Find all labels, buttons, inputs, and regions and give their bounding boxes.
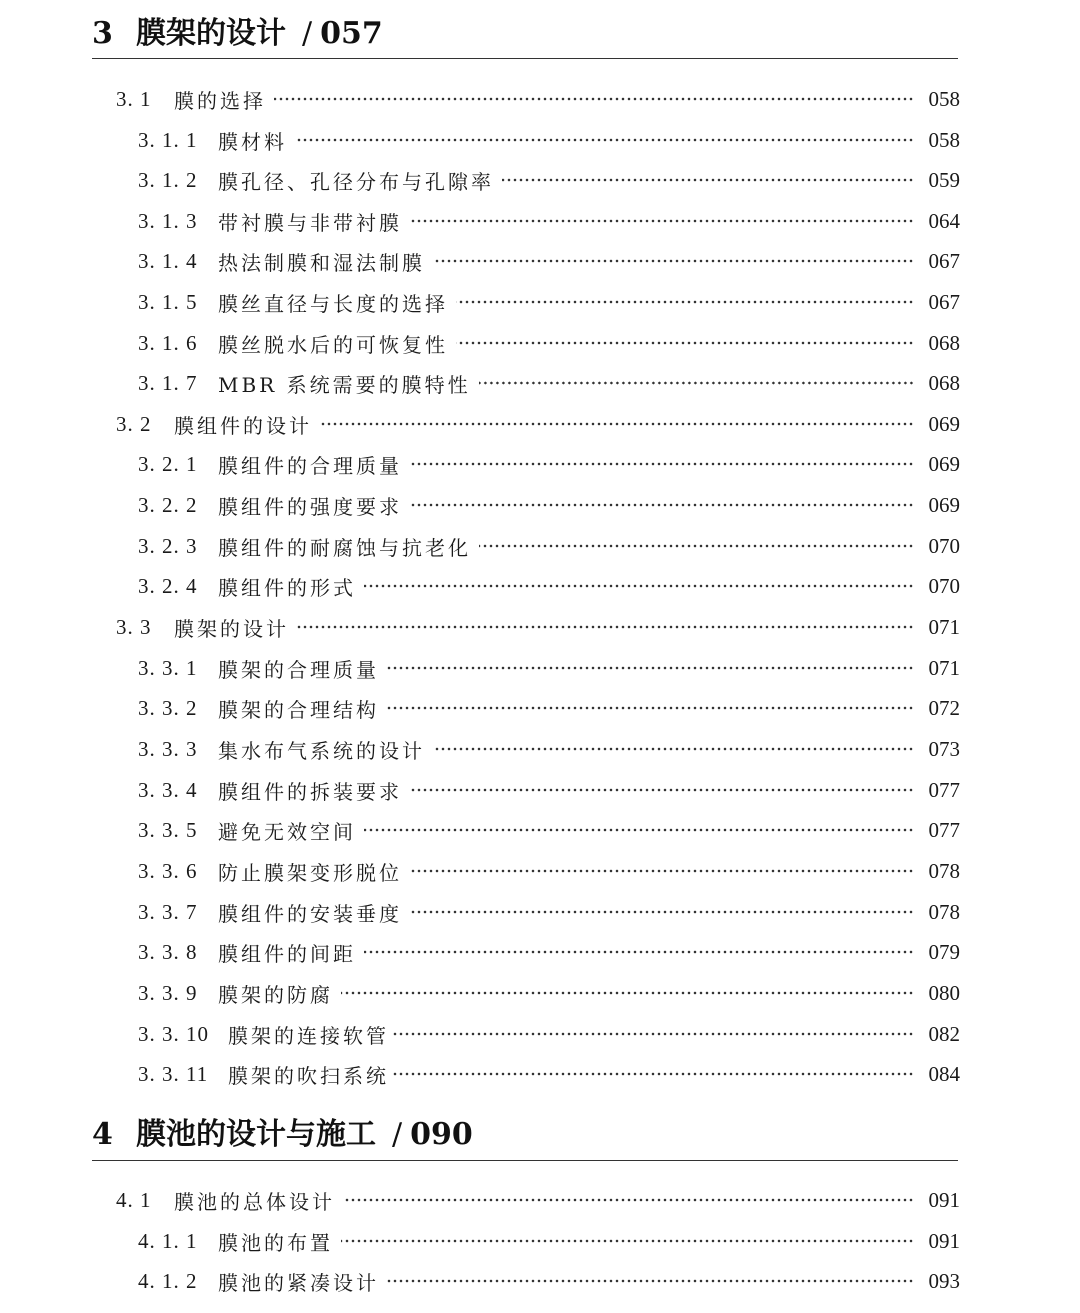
subsection-title: 膜池的紧凑设计 (218, 1270, 379, 1295)
toc-subsection[interactable] (138, 815, 960, 845)
dot-leader (320, 422, 914, 426)
section-number: 3. 2 (116, 411, 152, 436)
page-number: 082 (928, 1021, 960, 1046)
dot-leader (410, 219, 914, 223)
chapter-heading (92, 16, 383, 52)
dot-leader (502, 178, 914, 182)
subsection-title: 膜组件的形式 (218, 575, 356, 600)
dot-leader (364, 828, 914, 832)
chapter-rule (92, 58, 958, 59)
toc-subsection[interactable] (138, 653, 960, 683)
subsection-number: 3. 1. 5 (138, 289, 198, 314)
page-number: 070 (928, 533, 960, 558)
page-number: 058 (928, 127, 960, 152)
chapter-rule (92, 1160, 958, 1161)
subsection-number: 4. 1. 1 (138, 1228, 198, 1253)
subsection-number: 3. 3. 1 (138, 655, 198, 680)
dot-leader (433, 259, 914, 263)
dot-leader (364, 950, 914, 954)
subsection-title: 膜架的合理质量 (218, 657, 379, 682)
page-number: 068 (928, 330, 960, 355)
dot-leader (410, 788, 914, 792)
page-number: 077 (928, 777, 960, 802)
subsection-title: 膜孔径、孔径分布与孔隙率 (218, 169, 494, 194)
subsection-title: 集水布气系统的设计 (218, 738, 425, 763)
page-number: 080 (928, 980, 960, 1005)
subsection-number: 3. 3. 8 (138, 939, 198, 964)
page-number: 067 (928, 248, 960, 273)
subsection-title: 避免无效空间 (218, 819, 356, 844)
dot-leader (391, 1032, 914, 1036)
subsection-title: 膜架的防腐 (218, 982, 333, 1007)
subsection-title: 膜组件的拆装要求 (218, 779, 402, 804)
subsection-number: 3. 1. 4 (138, 248, 198, 273)
chapter-title: 膜池的设计与施工 (136, 1117, 376, 1152)
subsection-title: 膜组件的耐腐蚀与抗老化 (218, 535, 471, 560)
toc-subsection[interactable] (138, 206, 960, 236)
section-title: 膜架的设计 (174, 616, 289, 641)
dot-leader (410, 462, 914, 466)
subsection-title: 膜组件的安装垂度 (218, 901, 402, 926)
subsection-number: 3. 1. 1 (138, 127, 198, 152)
subsection-title: 防止膜架变形脱位 (218, 860, 402, 885)
section-title: 膜组件的设计 (174, 413, 312, 438)
dot-leader (479, 381, 914, 385)
page-number: 091 (928, 1187, 960, 1212)
subsection-number: 3. 3. 5 (138, 817, 198, 842)
page-number: 069 (928, 411, 960, 436)
page-number: 071 (928, 655, 960, 680)
dot-leader (456, 300, 914, 304)
subsection-title: 膜架的连接软管 (228, 1023, 389, 1048)
subsection-number: 3. 3. 4 (138, 777, 198, 802)
dot-leader (387, 666, 914, 670)
toc-subsection[interactable] (138, 856, 960, 886)
toc-section[interactable] (116, 1185, 960, 1215)
subsection-number: 3. 2. 3 (138, 533, 198, 558)
subsection-title: 膜池的布置 (218, 1230, 333, 1255)
subsection-number: 3. 1. 6 (138, 330, 198, 355)
page-number: 093 (928, 1268, 960, 1293)
toc-subsection[interactable] (138, 978, 960, 1008)
toc-subsection[interactable] (138, 165, 960, 195)
page-number: 077 (928, 817, 960, 842)
section-title: 膜池的总体设计 (174, 1189, 335, 1214)
dot-leader (387, 706, 914, 710)
subsection-number: 3. 3. 9 (138, 980, 198, 1005)
subsection-number: 3. 2. 4 (138, 573, 198, 598)
subsection-title: 膜丝直径与长度的选择 (218, 291, 448, 316)
page-number: 058 (928, 86, 960, 111)
toc-subsection[interactable] (138, 775, 960, 805)
dot-leader (391, 1072, 914, 1076)
subsection-number: 3. 3. 3 (138, 736, 198, 761)
page-number: 079 (928, 939, 960, 964)
page-number: 059 (928, 167, 960, 192)
subsection-number: 3. 3. 10 (138, 1021, 209, 1046)
subsection-number: 3. 3. 2 (138, 695, 198, 720)
dot-leader (410, 503, 914, 507)
subsection-title: 带衬膜与非带衬膜 (218, 210, 402, 235)
chapter-separator: / (302, 16, 313, 51)
toc-subsection[interactable] (138, 449, 960, 479)
dot-leader (341, 991, 914, 995)
section-title: 膜的选择 (174, 88, 266, 113)
dot-leader (410, 869, 914, 873)
page-number: 072 (928, 695, 960, 720)
subsection-number: 4. 1. 2 (138, 1268, 198, 1293)
chapter-page: 057 (320, 16, 383, 51)
dot-leader (479, 544, 914, 548)
dot-leader (387, 1279, 914, 1283)
page-number: 069 (928, 451, 960, 476)
chapter-page: 090 (410, 1117, 473, 1152)
section-number: 3. 1 (116, 86, 152, 111)
chapter-number: 4 (92, 1117, 113, 1152)
subsection-number: 3. 1. 2 (138, 167, 198, 192)
subsection-number: 3. 2. 2 (138, 492, 198, 517)
dot-leader (410, 910, 914, 914)
subsection-title: 膜架的合理结构 (218, 697, 379, 722)
toc-subsection[interactable] (138, 693, 960, 723)
toc-subsection[interactable] (138, 531, 960, 561)
page-number: 071 (928, 614, 960, 639)
subsection-title: 膜材料 (218, 129, 287, 154)
page-number: 084 (928, 1061, 960, 1086)
chapter-number: 3 (92, 16, 113, 51)
dot-leader (297, 625, 914, 629)
toc-subsection[interactable] (138, 937, 960, 967)
toc-section[interactable] (116, 84, 960, 114)
dot-leader (343, 1198, 914, 1202)
toc-subsection[interactable] (138, 1266, 960, 1296)
toc-section[interactable] (116, 409, 960, 439)
toc-subsection[interactable] (138, 287, 960, 317)
subsection-title: 膜丝脱水后的可恢复性 (218, 332, 448, 357)
dot-leader (274, 97, 914, 101)
page-number: 064 (928, 208, 960, 233)
subsection-number: 3. 1. 3 (138, 208, 198, 233)
toc-subsection[interactable] (138, 368, 960, 398)
toc-subsection[interactable] (138, 1019, 960, 1049)
dot-leader (433, 747, 914, 751)
page-number: 068 (928, 370, 960, 395)
subsection-title: MBR 系统需要的膜特性 (218, 372, 471, 397)
section-number: 3. 3 (116, 614, 152, 639)
toc-subsection[interactable] (138, 1059, 960, 1089)
chapter-heading (92, 1117, 473, 1153)
page-number: 073 (928, 736, 960, 761)
toc-subsection[interactable] (138, 1226, 960, 1256)
subsection-title: 膜组件的强度要求 (218, 494, 402, 519)
subsection-number: 3. 1. 7 (138, 370, 198, 395)
subsection-title: 热法制膜和湿法制膜 (218, 250, 425, 275)
subsection-title: 膜架的吹扫系统 (228, 1063, 389, 1088)
toc-subsection[interactable] (138, 328, 960, 358)
toc-subsection[interactable] (138, 246, 960, 276)
page-number: 078 (928, 899, 960, 924)
dot-leader (341, 1239, 914, 1243)
toc-subsection[interactable] (138, 734, 960, 764)
toc-subsection[interactable] (138, 125, 960, 155)
page-number: 078 (928, 858, 960, 883)
page-number: 070 (928, 573, 960, 598)
toc-subsection[interactable] (138, 571, 960, 601)
subsection-title: 膜组件的间距 (218, 941, 356, 966)
subsection-number: 3. 3. 6 (138, 858, 198, 883)
chapter-separator: / (392, 1117, 403, 1152)
page-number: 069 (928, 492, 960, 517)
page-number: 091 (928, 1228, 960, 1253)
section-number: 4. 1 (116, 1187, 152, 1212)
chapter-title: 膜架的设计 (136, 16, 286, 51)
page-number: 067 (928, 289, 960, 314)
subsection-number: 3. 3. 11 (138, 1061, 209, 1086)
toc-subsection[interactable] (138, 897, 960, 927)
subsection-number: 3. 3. 7 (138, 899, 198, 924)
dot-leader (364, 584, 914, 588)
dot-leader (456, 341, 914, 345)
dot-leader (295, 138, 914, 142)
toc-subsection[interactable] (138, 490, 960, 520)
subsection-number: 3. 2. 1 (138, 451, 198, 476)
subsection-title: 膜组件的合理质量 (218, 453, 402, 478)
toc-section[interactable] (116, 612, 960, 642)
